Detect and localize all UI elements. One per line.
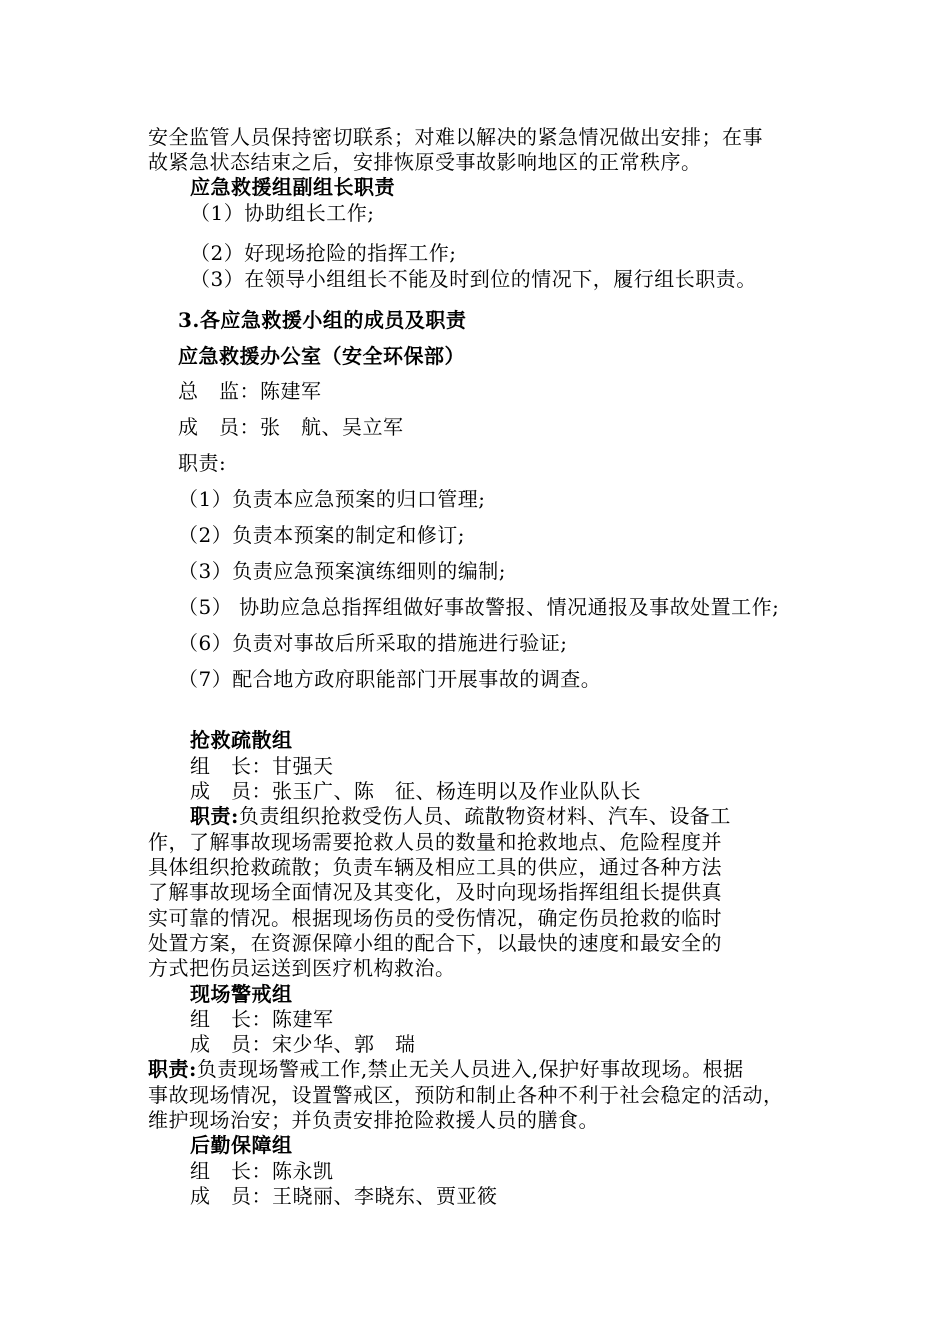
guard-duty-label: 职责: <box>148 1057 197 1081</box>
rescue-duty-line-1 <box>190 803 731 829</box>
intro-line-2: 故紧急状态结束之后，安排恢原受事故影响地区的正常秩序。 <box>148 150 702 174</box>
rescue-duty-text-1: 负责组织抢救受伤人员、疏散物资材料、汽车、设备工 <box>238 804 731 828</box>
deputy-item-2: （2）好现场抢险的指挥工作; <box>190 241 457 265</box>
rescue-duty-line-6: 处置方案，在资源保障小组的配合下，以最快的速度和最安全的 <box>148 931 722 955</box>
rescue-duty-line-3: 具体组织抢救疏散；负责车辆及相应工具的供应，通过各种方法 <box>148 855 722 879</box>
office-item-1: （1）负责本应急预案的归口管理; <box>178 487 486 511</box>
deputy-item-3: （3）在领导小组组长不能及时到位的情况下，履行组长职责。 <box>190 267 757 291</box>
logistics-leader: 组 长：陈永凯 <box>190 1159 334 1183</box>
rescue-duty-label: 职责: <box>190 804 239 828</box>
rescue-duty-line-7: 方式把伤员运送到医疗机构救治。 <box>148 956 456 980</box>
guard-duty-line-2: 事故现场情况，设置警戒区，预防和制止各种不利于社会稳定的活动， <box>148 1083 784 1107</box>
rescue-members: 成 员：张玉广、陈 征、杨连明以及作业队队长 <box>190 779 641 803</box>
office-item-3: （3）负责应急预案演练细则的编制; <box>178 559 506 583</box>
office-item-2: （2）负责本预案的制定和修订; <box>178 523 465 547</box>
guard-duty-line-1 <box>148 1056 744 1082</box>
intro-line-1: 安全监管人员保持密切联系；对难以解决的紧急情况做出安排；在事 <box>148 125 763 149</box>
rescue-duty-line-4: 了解事故现场全面情况及其变化，及时向现场指挥组组长提供真 <box>148 880 722 904</box>
rescue-leader: 组 长：甘强天 <box>190 754 334 778</box>
deputy-item-1: （1）协助组长工作; <box>190 201 375 225</box>
office-heading: 应急救援办公室（安全环保部） <box>178 344 465 368</box>
rescue-duty-line-5: 实可靠的情况。根据现场伤员的受伤情况，确定伤员抢救的临时 <box>148 906 722 930</box>
guard-duty-text-1: 负责现场警戒工作,禁止无关人员进入,保护好事故现场。根据 <box>196 1057 744 1081</box>
office-item-5: （5） 协助应急总指挥组做好事故警报、情况通报及事故处置工作; <box>178 595 780 619</box>
logistics-heading: 后勤保障组 <box>190 1133 293 1157</box>
logistics-members: 成 员：王晓丽、李晓东、贾亚筱 <box>190 1184 498 1208</box>
rescue-heading: 抢救疏散组 <box>190 728 293 752</box>
office-item-6: （6）负责对事故后所采取的措施进行验证; <box>178 631 568 655</box>
guard-duty-line-3: 维护现场治安；并负责安排抢险救援人员的膳食。 <box>148 1108 599 1132</box>
guard-members: 成 员：宋少华、郭 瑞 <box>190 1032 416 1056</box>
section-3-heading: 3.各应急救援小组的成员及职责 <box>178 308 467 332</box>
deputy-heading: 应急救援组副组长职责 <box>190 175 395 199</box>
office-director: 总 监：陈建军 <box>178 379 322 403</box>
guard-heading: 现场警戒组 <box>190 982 293 1006</box>
office-item-7: （7）配合地方政府职能部门开展事故的调查。 <box>178 667 602 691</box>
guard-leader: 组 长：陈建军 <box>190 1007 334 1031</box>
rescue-duty-line-2: 作，了解事故现场需要抢救人员的数量和抢救地点、危险程度并 <box>148 830 722 854</box>
office-members: 成 员：张 航、吴立军 <box>178 415 404 439</box>
office-duty-label: 职责: <box>178 451 227 475</box>
